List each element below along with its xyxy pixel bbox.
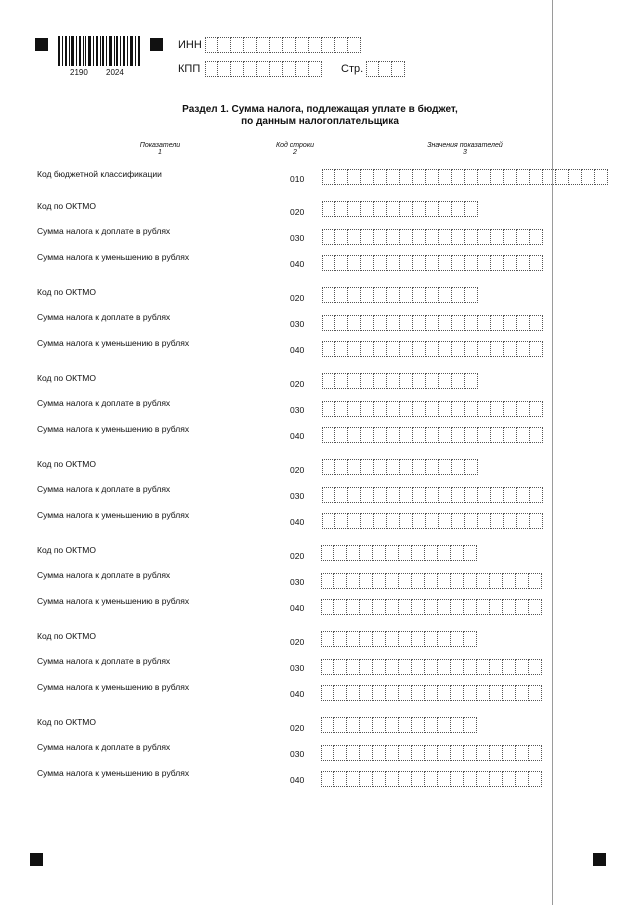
oktmo-line-code: 020 xyxy=(290,379,305,389)
tax-decrease-line-code: 040 xyxy=(290,259,305,269)
column-header-indicators: Показатели 1 xyxy=(139,142,181,156)
tax-decrease-label: Сумма налога к уменьшению в рублях xyxy=(37,682,190,692)
column-header-values: Значения показателей 3 xyxy=(427,142,503,156)
oktmo-field[interactable] xyxy=(321,717,477,733)
tax-payable-label: Сумма налога к доплате в рублях xyxy=(37,656,171,666)
tax-payable-field[interactable] xyxy=(322,487,543,503)
tax-payable-line-code: 030 xyxy=(290,233,305,243)
tax-payable-line-code: 030 xyxy=(290,405,305,415)
tax-decrease-line-code: 040 xyxy=(290,431,305,441)
tax-decrease-field[interactable] xyxy=(322,427,543,443)
oktmo-field[interactable] xyxy=(321,631,477,647)
tax-decrease-label: Сумма налога к уменьшению в рублях xyxy=(37,510,190,520)
tax-decrease-field[interactable] xyxy=(322,255,543,271)
barcode-number-left: 2190 xyxy=(70,68,88,77)
tax-decrease-line-code: 040 xyxy=(290,603,305,613)
tax-decrease-field[interactable] xyxy=(321,685,542,701)
corner-marker-bottom-left xyxy=(30,853,43,866)
kbk-field[interactable] xyxy=(322,169,608,185)
corner-marker-top-left xyxy=(35,38,48,51)
section-title-line2: по данным налогоплательщика xyxy=(241,116,399,127)
tax-decrease-field[interactable] xyxy=(322,513,543,529)
tax-payable-label: Сумма налога к доплате в рублях xyxy=(37,484,171,494)
tax-decrease-field[interactable] xyxy=(321,771,542,787)
corner-marker-top-mid xyxy=(150,38,163,51)
tax-payable-field[interactable] xyxy=(321,659,542,675)
oktmo-line-code: 020 xyxy=(290,293,305,303)
tax-payable-field[interactable] xyxy=(321,745,542,761)
tax-payable-label: Сумма налога к доплате в рублях xyxy=(37,312,171,322)
oktmo-label: Код по ОКТМО xyxy=(37,459,96,469)
page-number-field[interactable] xyxy=(366,61,405,77)
tax-decrease-label: Сумма налога к уменьшению в рублях xyxy=(37,424,190,434)
kpp-label: КПП xyxy=(178,63,201,75)
tax-decrease-label: Сумма налога к уменьшению в рублях xyxy=(37,252,190,262)
barcode-icon xyxy=(58,36,140,66)
kbk-code: 010 xyxy=(290,174,305,184)
oktmo-line-code: 020 xyxy=(290,465,305,475)
inn-field[interactable] xyxy=(205,37,361,53)
tax-payable-line-code: 030 xyxy=(290,663,305,673)
oktmo-label: Код по ОКТМО xyxy=(37,631,96,641)
tax-decrease-line-code: 040 xyxy=(290,775,305,785)
oktmo-field[interactable] xyxy=(322,373,478,389)
oktmo-line-code: 020 xyxy=(290,207,305,217)
tax-decrease-line-code: 040 xyxy=(290,517,305,527)
tax-payable-line-code: 030 xyxy=(290,749,305,759)
oktmo-line-code: 020 xyxy=(290,637,305,647)
tax-payable-line-code: 030 xyxy=(290,319,305,329)
tax-payable-label: Сумма налога к доплате в рублях xyxy=(37,226,171,236)
tax-payable-field[interactable] xyxy=(322,315,543,331)
page-label: Стр. xyxy=(341,63,364,75)
barcode-number-right: 2024 xyxy=(106,68,124,77)
oktmo-label: Код по ОКТМО xyxy=(37,201,96,211)
tax-payable-field[interactable] xyxy=(321,573,542,589)
oktmo-field[interactable] xyxy=(322,459,478,475)
tax-decrease-label: Сумма налога к уменьшению в рублях xyxy=(37,596,190,606)
oktmo-field[interactable] xyxy=(322,201,478,217)
inn-label: ИНН xyxy=(178,39,202,51)
tax-payable-field[interactable] xyxy=(322,401,543,417)
kbk-label: Код бюджетной классификации xyxy=(37,169,162,179)
tax-payable-label: Сумма налога к доплате в рублях xyxy=(37,570,171,580)
oktmo-line-code: 020 xyxy=(290,551,305,561)
tax-decrease-label: Сумма налога к уменьшению в рублях xyxy=(37,338,190,348)
tax-payable-field[interactable] xyxy=(322,229,543,245)
tax-payable-line-code: 030 xyxy=(290,577,305,587)
tax-payable-label: Сумма налога к доплате в рублях xyxy=(37,742,171,752)
oktmo-label: Код по ОКТМО xyxy=(37,545,96,555)
oktmo-label: Код по ОКТМО xyxy=(37,717,96,727)
tax-decrease-label: Сумма налога к уменьшению в рублях xyxy=(37,768,190,778)
tax-decrease-line-code: 040 xyxy=(290,689,305,699)
tax-payable-label: Сумма налога к доплате в рублях xyxy=(37,398,171,408)
page-edge-line xyxy=(552,0,553,905)
oktmo-line-code: 020 xyxy=(290,723,305,733)
tax-decrease-field[interactable] xyxy=(321,599,542,615)
corner-marker-bottom-right xyxy=(593,853,606,866)
oktmo-label: Код по ОКТМО xyxy=(37,287,96,297)
tax-decrease-field[interactable] xyxy=(322,341,543,357)
tax-payable-line-code: 030 xyxy=(290,491,305,501)
oktmo-field[interactable] xyxy=(322,287,478,303)
oktmo-label: Код по ОКТМО xyxy=(37,373,96,383)
kpp-field[interactable] xyxy=(205,61,322,77)
column-header-line-code: Код строки 2 xyxy=(275,142,315,156)
section-title-line1: Раздел 1. Сумма налога, подлежащая уплате в бюджет, xyxy=(182,104,458,115)
tax-decrease-line-code: 040 xyxy=(290,345,305,355)
oktmo-field[interactable] xyxy=(321,545,477,561)
